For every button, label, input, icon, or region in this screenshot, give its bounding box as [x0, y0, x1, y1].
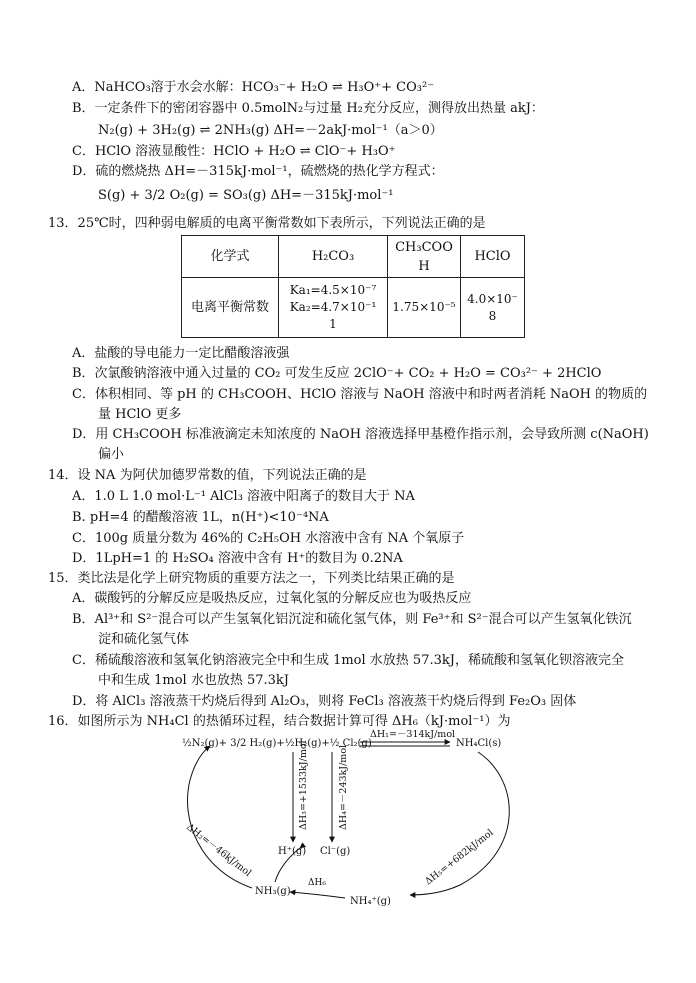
dh4-label: ΔH₄=－243kJ/mol — [338, 744, 349, 830]
q14-option-d: D．1LpH=1 的 H₂SO₄ 溶液中含有 H⁺的数目为 0.2NA — [72, 551, 403, 566]
h-plus-label: H⁺(g) — [278, 846, 307, 857]
table-cell-hclo-line2: 8 — [488, 308, 497, 323]
table-header-ch3cooh-line2: H — [418, 258, 430, 274]
table-cell-hclo-line1: 4.0×10⁻ — [467, 291, 518, 306]
dh5-curve — [410, 752, 509, 895]
q13-option-c: C．体积相同、等 pH 的 CH₃COOH、HClO 溶液与 NaOH 溶液中和时两者消耗 NaOH 的物质的 — [72, 387, 648, 402]
q13-option-d-cont: 偏小 — [98, 447, 125, 462]
q12-option-a: A．NaHCO₃溶于水会水解：HCO₃⁻+ H₂O ⇌ H₃O⁺+ CO₃²⁻ — [72, 80, 435, 95]
q14-option-b: B. pH=4 的醋酸溶液 1L，n(H⁺)<10⁻⁴NA — [72, 510, 329, 525]
table-header-hclo: HClO — [461, 236, 525, 278]
nh3-label: NH₃(g) — [255, 886, 291, 897]
q12-option-b-equation: N₂(g) + 3H₂(g) ⇌ 2NH₃(g) ΔH=－2akJ·mol⁻¹（a＞0） — [98, 123, 443, 138]
q12-option-d: D．硫的燃烧热 ΔH=－315kJ·mol⁻¹，硫燃烧的热化学方程式： — [72, 164, 444, 179]
q13-option-a: A．盐酸的导电能力一定比醋酸溶液强 — [72, 346, 290, 361]
q14-option-c: C．100g 质量分数为 46%的 C₂H₅OH 水溶液中含有 NA 个氧原子 — [72, 531, 465, 546]
question-16: 16．如图所示为 NH₄Cl 的热循环过程，结合数据计算可得 ΔH₆（kJ·mol⁻¹）为 — [48, 714, 511, 729]
nh4cl-label: NH₄Cl(s) — [456, 738, 502, 749]
cl-minus-label: Cl⁻(g) — [320, 846, 351, 857]
question-13: 13．25℃时，四种弱电解质的电离平衡常数如下表所示，下列说法正确的是 — [48, 216, 486, 231]
table-cell-ka1: Ka₁=4.5×10⁻⁷ — [289, 283, 377, 297]
table-cell-ka2: Ka₂=4.7×10⁻¹ — [289, 300, 377, 314]
q15-option-c: C．稀硫酸溶液和氢氧化钠溶液完全中和生成 1mol 水放热 57.3kJ，稀硫酸和氢氧化钡溶液完全 — [72, 653, 624, 668]
dh6-label: ΔH₆ — [308, 878, 326, 888]
table-header-h2co3: H₂CO₃ — [279, 236, 388, 278]
table-header-formula: 化学式 — [182, 236, 279, 278]
q15-option-a: A．碳酸钙的分解反应是吸热反应，过氧化氢的分解反应也为吸热反应 — [72, 591, 472, 606]
table-row-label: 电离平衡常数 — [182, 278, 279, 338]
ionization-constant-table — [181, 235, 525, 338]
question-15: 15．类比法是化学上研究物质的重要方法之一，下列类比结果正确的是 — [48, 571, 455, 586]
table-cell-h2co3 — [279, 278, 388, 338]
dh6-arrow — [290, 892, 345, 898]
q12-option-d-equation: S(g) + 3/2 O₂(g) = SO₃(g) ΔH=－315kJ·mol⁻¹ — [98, 188, 394, 203]
q12-option-b: B．一定条件下的密闭容器中 0.5molN₂与过量 H₂充分反应，测得放出热量 akJ： — [72, 101, 544, 116]
question-14: 14．设 NA 为阿伏加德罗常数的值，下列说法正确的是 — [48, 468, 367, 483]
table-header-ch3cooh — [388, 236, 461, 278]
diagram-reactants-label: ½N₂(g)+ 3/2 H₂(g)+½H₂(g)+½ Cl₂(g) — [182, 738, 372, 749]
q15-option-d: D．将 AlCl₃ 溶液蒸干灼烧后得到 Al₂O₃，则将 FeCl₃ 溶液蒸干灼烧后得到 Fe₂O₃ 固体 — [72, 694, 577, 709]
table-cell-ka2-cont: 1 — [329, 317, 337, 331]
nh4-plus-label: NH₄⁺(g) — [350, 896, 391, 907]
table-header-ch3cooh-line1: CH₃COO — [395, 239, 453, 255]
table-cell-hclo — [461, 278, 525, 338]
dh3-label: ΔH₃=+1533kJ/mol — [298, 740, 309, 830]
q13-option-d: D．用 CH₃COOH 标准液滴定未知浓度的 NaOH 溶液选择甲基橙作指示剂，会导致所测 c(NaOH) — [72, 427, 649, 442]
q15-option-b: B．Al³⁺和 S²⁻混合可以产生氢氧化铝沉淀和硫化氢气体，则 Fe³⁺和 S²⁻混合可以产生氢氧化铁沉 — [72, 612, 632, 627]
q12-option-c: C．HClO 溶液显酸性：HClO + H₂O ⇌ ClO⁻+ H₃O⁺ — [72, 144, 396, 159]
dh5-label: ΔH₅=+682kJ/mol — [423, 827, 496, 888]
dh2-label: ΔH₂=－46kJ/mol — [184, 821, 254, 880]
q15-option-c-cont: 中和生成 1mol 水也放热 57.3kJ — [98, 673, 290, 688]
q14-option-a: A．1.0 L 1.0 mol·L⁻¹ AlCl₃ 溶液中阳离子的数目大于 NA — [72, 489, 415, 504]
q13-option-b: B．次氯酸钠溶液中通入过量的 CO₂ 可发生反应 2ClO⁻+ CO₂ + H₂O = CO₃²⁻ + 2HClO — [72, 366, 602, 381]
dh1-label: ΔH₁=－314kJ/mol — [370, 729, 456, 740]
table-cell-ch3cooh: 1.75×10⁻⁵ — [388, 278, 461, 338]
q15-option-b-cont: 淀和硫化氢气体 — [98, 632, 190, 647]
q13-option-c-cont: 量 HClO 更多 — [98, 407, 182, 422]
nh4cl-thermal-cycle-diagram — [160, 720, 530, 910]
